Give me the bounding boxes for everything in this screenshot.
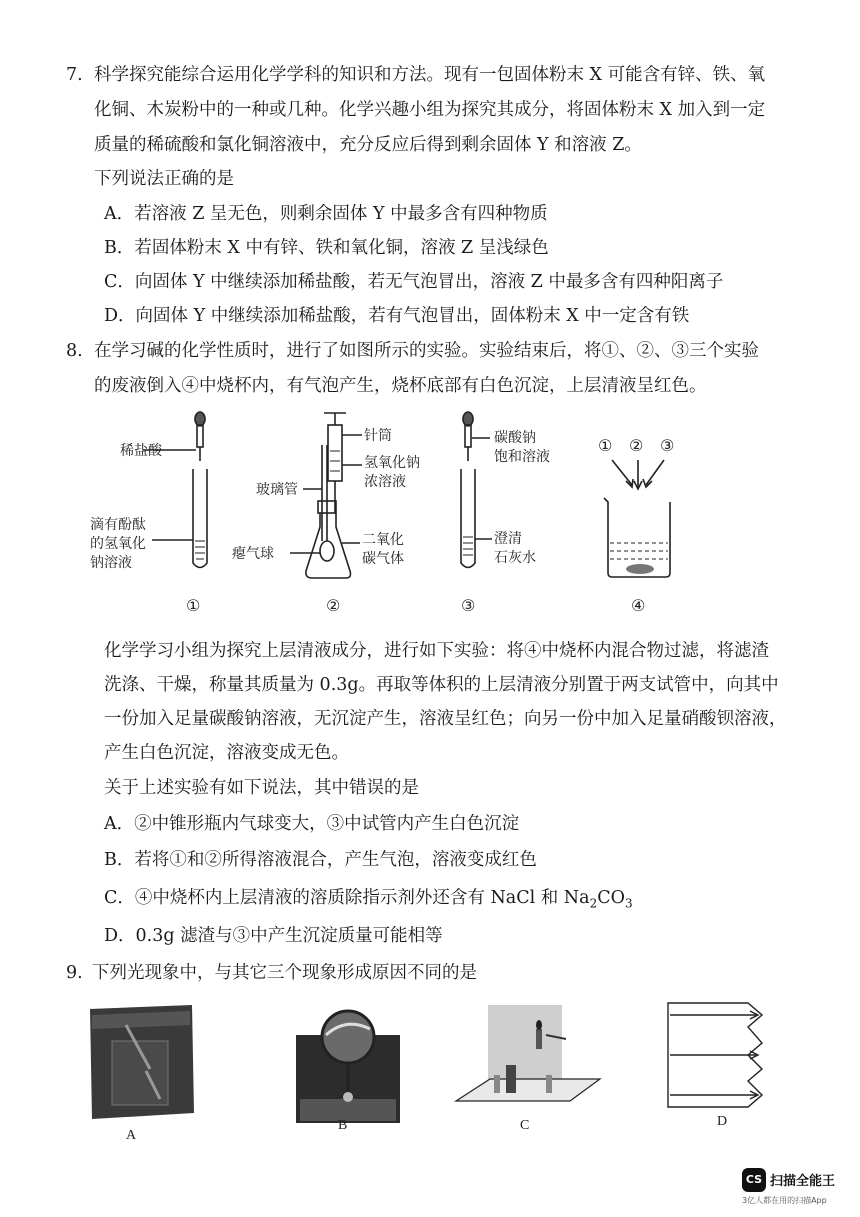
question-8-body-line-4: 产生白色沉淀，溶液变成无色。 — [104, 743, 349, 763]
optics-figure — [0, 995, 860, 1145]
label-limewater-2: 石灰水 — [494, 550, 536, 566]
question-8-stem-line-2: 的废液倒入④中烧杯内，有气泡产生，烧杯底部有白色沉淀，上层清液呈红色。 — [94, 376, 707, 396]
label-source-3: ③ — [660, 436, 675, 455]
watermark-name: 扫描全能王 — [770, 1174, 836, 1189]
label-source-2: ② — [629, 436, 644, 455]
question-7-number: 7. — [66, 65, 83, 85]
option-c-text: C．④中烧杯内上层清液的溶质除指示剂外还含有 NaCl 和 Na — [104, 888, 590, 908]
question-8-stem-line-1: 在学习碱的化学性质时，进行了如图所示的实验。实验结束后，将①、②、③三个实验 — [94, 341, 759, 361]
label-naoh-2: 浓溶液 — [364, 474, 406, 490]
question-8-body-line-2: 洗涤、干燥，称量其质量为 0.3g。再取等体积的上层清液分别置于两支试管中，向其中 — [104, 675, 779, 695]
dropper-1 — [195, 412, 205, 461]
caption-c: C — [520, 1118, 530, 1133]
diagram-d — [668, 1003, 762, 1107]
question-7-prompt: 下列说法正确的是 — [94, 169, 234, 189]
question-7-stem-line-3: 质量的稀硫酸和氯化铜溶液中，充分反应后得到剩余固体 Y 和溶液 Z。 — [94, 135, 642, 155]
question-8-body-line-1: 化学学习小组为探究上层清液成分，进行如下实验：将④中烧杯内混合物过滤，将滤渣 — [104, 641, 769, 661]
question-8-option-c — [104, 887, 633, 915]
question-8-body-line-3: 一份加入足量碳酸钠溶液，无沉淀产生，溶液呈红色；向另一份中加入足量硝酸钡溶液， — [104, 709, 787, 729]
label-na2co3-1: 碳酸钠 — [494, 430, 536, 446]
label-co2-2: 碳气体 — [362, 551, 404, 567]
question-7-stem-line-1: 科学探究能综合运用化学学科的知识和方法。现有一包固体粉末 X 可能含有锌、铁、氧 — [94, 65, 766, 85]
caption-b: B — [338, 1118, 348, 1133]
conical-flask — [306, 501, 351, 578]
question-7-option-c: C．向固体 Y 中继续添加稀盐酸，若无气泡冒出，溶液 Z 中最多含有四种阳离子 — [104, 272, 724, 292]
arrows-into-beaker — [612, 460, 664, 489]
caption-4: ④ — [631, 596, 646, 615]
caption-a: A — [126, 1128, 137, 1143]
caption-2: ② — [326, 596, 341, 615]
question-7-stem-line-2: 化铜、木炭粉中的一种或几种。化学兴趣小组为探究其成分，将固体粉末 X 加入到一定 — [94, 100, 766, 120]
label-indicator-2: 的氢氧化 — [90, 536, 146, 552]
watermark-tagline: 3亿人都在用的扫描App — [742, 1196, 827, 1205]
photo-c — [456, 1005, 600, 1101]
question-8-option-b: B．若将①和②所得溶液混合，产生气泡，溶液变成红色 — [104, 850, 537, 870]
question-9-stem: 下列光现象中，与其它三个现象形成原因不同的是 — [92, 963, 477, 983]
question-9-number: 9. — [66, 963, 83, 983]
label-naoh-1: 氢氧化钠 — [364, 455, 420, 471]
caption-d: D — [717, 1114, 728, 1129]
test-tube-1 — [193, 469, 207, 568]
question-8-prompt: 关于上述实验有如下说法，其中错误的是 — [104, 778, 419, 798]
dropper-3 — [463, 412, 473, 461]
question-7-option-b: B．若固体粉末 X 中有锌、铁和氧化铜，溶液 Z 呈浅绿色 — [104, 238, 549, 258]
label-na2co3-2: 饱和溶液 — [494, 449, 550, 465]
label-balloon: 瘪气球 — [232, 546, 274, 562]
label-indicator-1: 滴有酚酞 — [90, 517, 146, 533]
question-8-number: 8. — [66, 341, 83, 361]
question-7-option-a: A．若溶液 Z 呈无色，则剩余固体 Y 中最多含有四种物质 — [104, 204, 548, 224]
scanner-watermark — [742, 1168, 848, 1210]
question-7-option-d: D．向固体 Y 中继续添加稀盐酸，若有气泡冒出，固体粉末 X 中一定含有铁 — [104, 306, 690, 326]
experiment-figure — [0, 405, 860, 630]
test-tube-3 — [461, 469, 475, 568]
label-hcl: 稀盐酸 — [120, 443, 162, 459]
question-8-option-a: A．②中锥形瓶内气球变大，③中试管内产生白色沉淀 — [104, 814, 520, 834]
photo-b — [296, 1011, 400, 1123]
question-8-option-d: D．0.3g 滤渣与③中产生沉淀质量可能相等 — [104, 926, 443, 946]
beaker — [604, 498, 670, 577]
label-limewater-1: 澄清 — [494, 531, 522, 547]
label-glass-tube: 玻璃管 — [256, 482, 298, 498]
subscript-3: 3 — [624, 896, 633, 911]
label-syringe: 针筒 — [364, 428, 392, 444]
caption-1: ① — [186, 596, 201, 615]
photo-a — [90, 1005, 194, 1119]
option-c-co: CO — [597, 888, 625, 908]
label-source-1: ① — [598, 436, 613, 455]
subscript-2: 2 — [589, 896, 598, 911]
caption-3: ③ — [461, 596, 476, 615]
glass-tube — [322, 445, 327, 541]
camscanner-logo-icon: CS — [742, 1168, 766, 1192]
label-indicator-3: 钠溶液 — [90, 555, 132, 571]
label-co2-1: 二氧化 — [362, 532, 404, 548]
